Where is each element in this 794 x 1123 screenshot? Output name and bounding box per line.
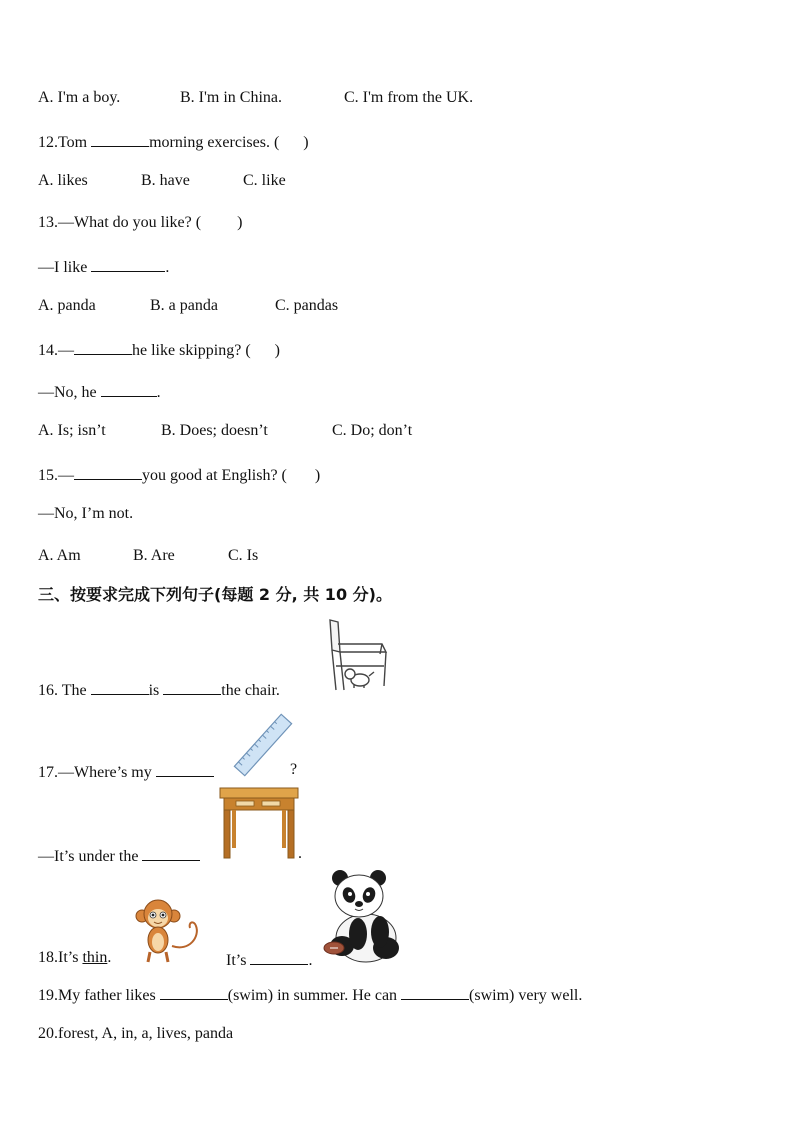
q16-blank-2 xyxy=(163,678,221,695)
q15-option-a: A. Am xyxy=(38,547,81,564)
q11-option-a: A. I'm a boy. xyxy=(38,89,121,106)
q13-answer-pre: —I like xyxy=(38,259,92,276)
q12-question xyxy=(38,130,309,153)
q17-answer-blank xyxy=(142,844,200,861)
q14-text-post: he like skipping? ( ) xyxy=(132,342,280,359)
q19-text-3: (swim) very well. xyxy=(469,987,583,1004)
desk-image xyxy=(218,786,300,860)
q14-blank xyxy=(74,338,132,355)
q12-option-c: C. like xyxy=(243,172,286,189)
monkey-image xyxy=(130,896,206,964)
q17-question-mark: ? xyxy=(290,761,298,778)
q11-option-c: C. I'm from the UK. xyxy=(344,89,474,106)
q15-answer: —No, I’m not. xyxy=(38,505,134,522)
q13-blank xyxy=(91,255,165,272)
q14-answer-post: . xyxy=(156,384,161,401)
q13-answer xyxy=(38,255,169,278)
q19-blank-2 xyxy=(401,983,469,1000)
q19-blank-1 xyxy=(160,983,228,1000)
q17-text-pre: 17.—Where’s my xyxy=(38,764,156,781)
q18-blank xyxy=(250,948,308,965)
q14-answer xyxy=(38,380,161,403)
q14-answer-pre: —No, he xyxy=(38,384,101,401)
q12-option-b: B. have xyxy=(141,172,190,189)
q14-option-b: B. Does; doesn’t xyxy=(161,422,268,439)
q13-answer-post: . xyxy=(165,259,170,276)
q18-underlined-word: thin xyxy=(82,949,108,966)
q15-option-b: B. Are xyxy=(133,547,175,564)
q19-text-2: (swim) in summer. He can xyxy=(227,987,402,1004)
q19-question xyxy=(38,983,582,1006)
q12-text-post: morning exercises. ( ) xyxy=(149,134,309,151)
q15-question xyxy=(38,463,320,486)
q11-option-b: B. I'm in China. xyxy=(180,89,282,106)
q17-blank xyxy=(156,760,214,777)
q16-text-1: 16. The xyxy=(38,682,91,699)
q15-text-post: you good at English? ( ) xyxy=(142,467,321,484)
q14-question xyxy=(38,338,280,361)
q18-question xyxy=(38,948,111,968)
q16-text-2: is xyxy=(148,682,164,699)
q15-blank xyxy=(74,463,142,480)
panda-image xyxy=(322,868,406,964)
ruler-image xyxy=(232,712,294,778)
chair-with-dog-image xyxy=(326,618,390,694)
q18-answer-pre: It’s xyxy=(226,952,251,969)
q14-text-pre: 14.— xyxy=(38,342,74,359)
q17-answer xyxy=(38,844,200,867)
q18-text-mid: . xyxy=(107,949,112,966)
q12-blank xyxy=(91,130,149,147)
q13-option-c: C. pandas xyxy=(275,297,339,314)
q16-text-3: the chair. xyxy=(221,682,280,699)
q18-text-pre: 18.It’s xyxy=(38,949,83,966)
q20-question: 20.forest, A, in, a, lives, panda xyxy=(38,1025,234,1042)
q18-answer xyxy=(226,948,312,971)
q15-option-c: C. Is xyxy=(228,547,259,564)
q13-option-b: B. a panda xyxy=(150,297,218,314)
q18-answer-post: . xyxy=(308,952,313,969)
q16-blank-1 xyxy=(91,678,149,695)
q14-option-a: A. Is; isn’t xyxy=(38,422,106,439)
q17-answer-pre: —It’s under the xyxy=(38,848,143,865)
q19-text-1: 19.My father likes xyxy=(38,987,160,1004)
q13-question: 13.—What do you like? ( ) xyxy=(38,214,243,231)
q12-option-a: A. likes xyxy=(38,172,88,189)
q16-question xyxy=(38,678,280,701)
q14-option-c: C. Do; don’t xyxy=(332,422,413,439)
section-3-heading: 三、按要求完成下列句子(每题 2 分, 共 10 分)。 xyxy=(38,585,392,604)
q13-option-a: A. panda xyxy=(38,297,96,314)
q17-question xyxy=(38,760,214,783)
q15-text-pre: 15.— xyxy=(38,467,74,484)
q12-text-pre: 12.Tom xyxy=(38,134,92,151)
q14-answer-blank xyxy=(101,380,157,397)
q17-answer-period: . xyxy=(298,845,302,862)
